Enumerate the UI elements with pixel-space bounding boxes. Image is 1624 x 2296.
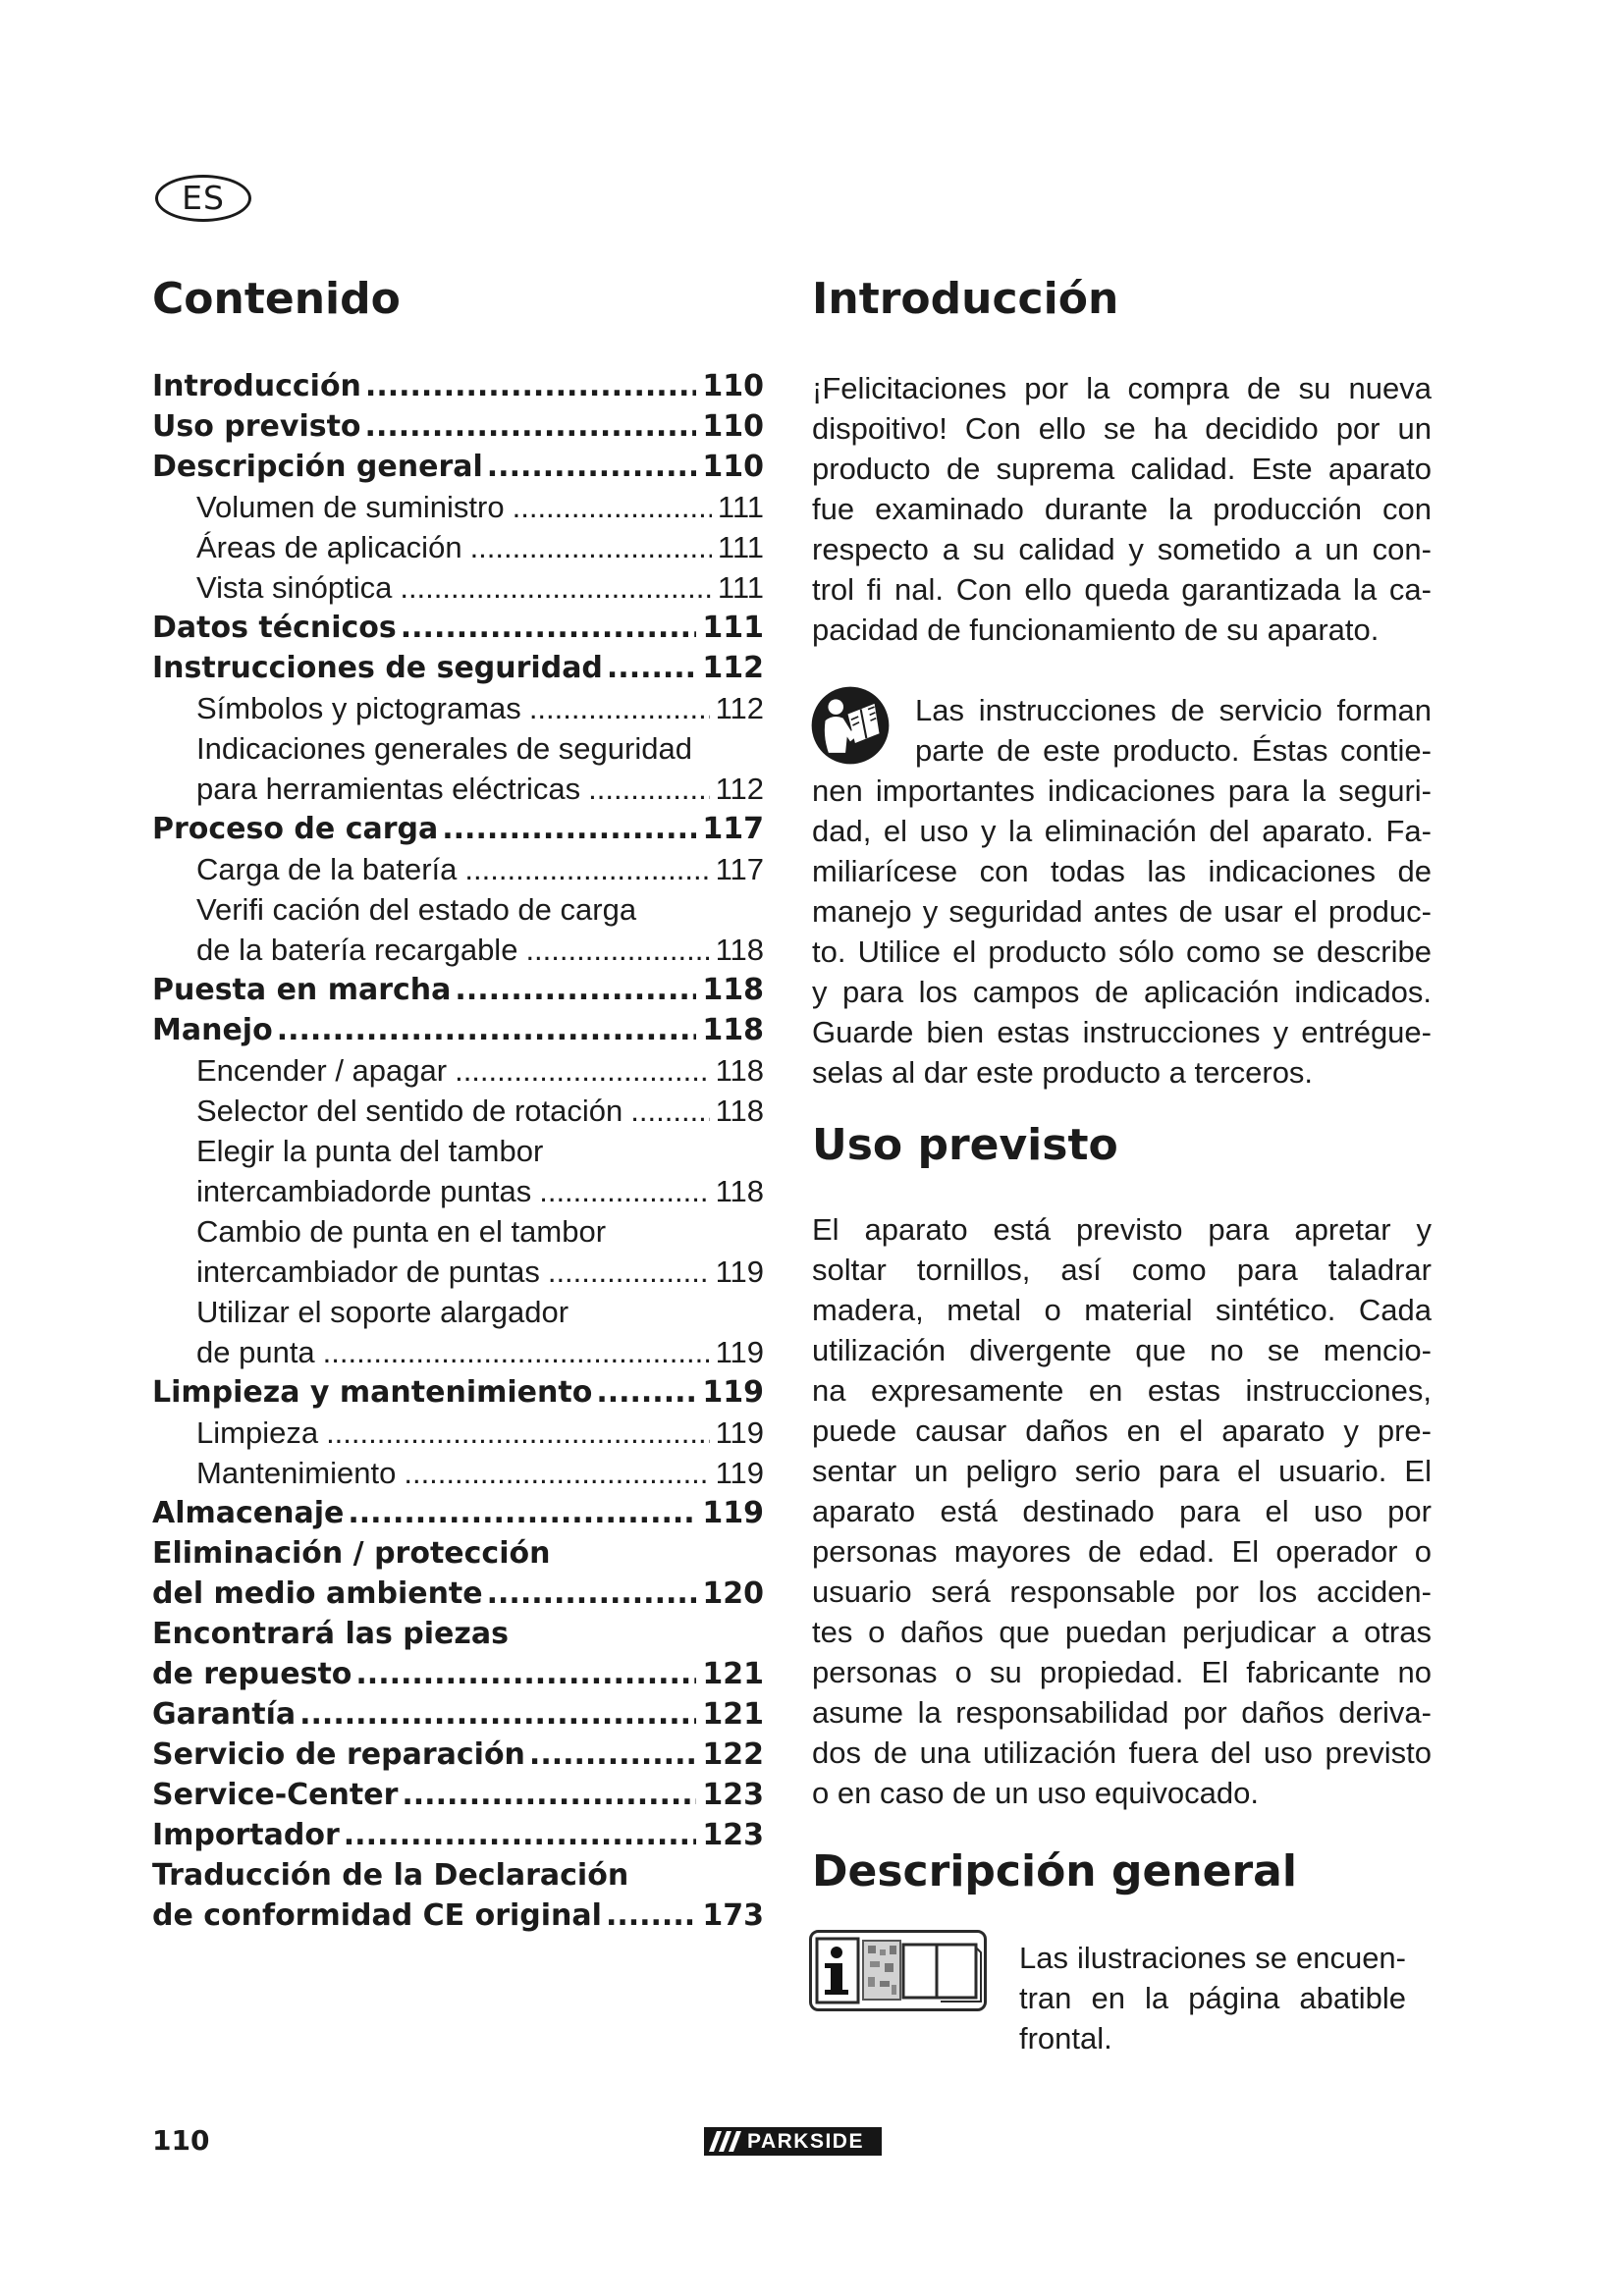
toc-entry-title: Servicio de reparación <box>152 1737 525 1772</box>
toc-entry-title: Verifi cación del estado de carga <box>196 892 637 927</box>
text-line: na expresamente en estas instrucciones, <box>812 1373 1432 1408</box>
toc-dot-leader <box>529 1735 696 1775</box>
text-line: frontal. <box>1019 2021 1112 2056</box>
toc-entry-title: Eliminación / protección <box>152 1536 551 1571</box>
toc-dot-leader <box>548 1252 710 1292</box>
toc-entry-title: para herramientas eléctricas <box>196 772 581 806</box>
toc-entry-title: Mantenimiento <box>196 1456 397 1490</box>
toc-row <box>152 1131 764 1171</box>
toc-dot-leader <box>326 1413 710 1453</box>
text-line: producto de suprema calidad. Este aparato <box>812 452 1432 486</box>
toc-row <box>152 1252 764 1292</box>
toc-page-number: 119 <box>715 1415 764 1450</box>
text-line: trol fi nal. Con ello queda garantizada la ca- <box>812 572 1432 607</box>
toc-dot-leader <box>487 1574 697 1614</box>
text-line: madera, metal o material sintético. Cada <box>812 1293 1432 1327</box>
text-line: puede causar daños en el aparato y pre- <box>812 1414 1432 1448</box>
toc-dot-leader <box>400 567 712 608</box>
text-line: asume la responsabilidad por daños deriva- <box>812 1695 1432 1730</box>
toc-entry-title: Introducción <box>152 369 361 403</box>
toc-dot-leader <box>401 608 697 648</box>
toc-page-number: 111 <box>717 570 764 605</box>
toc-row <box>152 1614 764 1654</box>
toc-dot-leader <box>402 1775 696 1815</box>
fold-out-page-note <box>1019 1938 1406 2058</box>
toc-page-number: 121 <box>702 1697 764 1732</box>
toc-dot-leader <box>365 366 696 406</box>
toc-dot-leader <box>607 648 696 688</box>
text-line: sentar un peligro serio para el usuario. El <box>812 1454 1432 1488</box>
toc-entry-title: Elegir la punta del tambor <box>196 1134 544 1168</box>
toc-row <box>152 809 764 849</box>
toc-entry-title: Volumen de suministro <box>196 490 505 524</box>
toc-page-number: 118 <box>715 1174 764 1208</box>
toc-page-number: 119 <box>702 1375 764 1410</box>
introduction-paragraph <box>812 368 1432 650</box>
general-description-heading: Descripción general <box>812 1846 1297 1896</box>
toc-dot-leader <box>455 970 696 1010</box>
toc-dot-leader <box>470 527 712 567</box>
toc-page-number: 112 <box>715 772 764 806</box>
toc-page-number: 110 <box>702 369 764 403</box>
parkside-logo <box>704 2127 882 2156</box>
toc-row <box>152 487 764 527</box>
toc-entry-title: Cambio de punta en el tambor <box>196 1214 607 1249</box>
toc-row <box>152 608 764 648</box>
text-line: Guarde bien estas instrucciones y entrégue- <box>812 1015 1432 1049</box>
toc-entry-title: Símbolos y pictogramas <box>196 691 521 725</box>
text-line: dos de una utilización fuera del uso previsto <box>812 1735 1432 1770</box>
toc-page-number: 123 <box>702 1818 764 1852</box>
toc-page-number: 123 <box>702 1778 764 1812</box>
toc-entry-title: Áreas de aplicación <box>196 530 462 564</box>
table-of-contents <box>152 366 764 1936</box>
toc-page-number: 118 <box>715 1053 764 1088</box>
text-line: respecto a su calidad y sometido a un con- <box>812 532 1432 566</box>
text-line: pacidad de funcionamiento de su aparato. <box>812 613 1380 647</box>
toc-dot-leader <box>442 809 696 849</box>
toc-page-number: 122 <box>702 1737 764 1772</box>
toc-row <box>152 1533 764 1574</box>
toc-dot-leader <box>513 487 712 527</box>
text-line: Las ilustraciones se encuen- <box>1019 1941 1406 1975</box>
toc-row <box>152 1855 764 1896</box>
toc-row <box>152 1372 764 1413</box>
toc-entry-title: Limpieza y mantenimiento <box>152 1375 593 1410</box>
toc-page-number: 119 <box>715 1456 764 1490</box>
toc-entry-title: de repuesto <box>152 1657 352 1691</box>
toc-entry-title: Garantía <box>152 1697 297 1732</box>
toc-entry-title: intercambiador de puntas <box>196 1255 540 1289</box>
toc-page-number: 121 <box>702 1657 764 1691</box>
toc-entry-title: Traducción de la Declaración <box>152 1858 629 1893</box>
toc-dot-leader <box>464 849 709 889</box>
toc-entry-title: Instrucciones de seguridad <box>152 651 603 685</box>
toc-heading: Contenido <box>152 274 401 324</box>
toc-page-number: 118 <box>715 1094 764 1128</box>
toc-page-number: 110 <box>702 409 764 444</box>
toc-page-number: 118 <box>702 1013 764 1047</box>
toc-dot-leader <box>588 769 709 809</box>
toc-row <box>152 406 764 447</box>
toc-entry-title: Importador <box>152 1818 340 1852</box>
text-line: aparato está destinado para el uso por <box>812 1494 1432 1528</box>
toc-row <box>152 1292 764 1332</box>
toc-row <box>152 366 764 406</box>
toc-row <box>152 1332 764 1372</box>
toc-row <box>152 1010 764 1050</box>
toc-entry-title: Encontrará las piezas <box>152 1617 509 1651</box>
toc-row <box>152 1171 764 1211</box>
toc-page-number: 117 <box>715 852 764 886</box>
toc-row <box>152 849 764 889</box>
toc-row <box>152 1574 764 1614</box>
toc-row <box>152 1735 764 1775</box>
toc-entry-title: Vista sinóptica <box>196 570 393 605</box>
toc-page-number: 173 <box>702 1898 764 1933</box>
text-line: personas o su propiedad. El fabricante no <box>812 1655 1432 1689</box>
toc-row <box>152 728 764 769</box>
text-line: miliarícese con todas las indicaciones de <box>812 854 1432 888</box>
toc-dot-leader <box>348 1493 696 1533</box>
text-line: manejo y seguridad antes de usar el produc- <box>812 894 1432 929</box>
toc-entry-title: Almacenaje <box>152 1496 345 1530</box>
toc-entry-title: del medio ambiente <box>152 1576 483 1611</box>
toc-dot-leader <box>487 447 697 487</box>
text-line: El aparato está previsto para apretar y <box>812 1212 1432 1247</box>
toc-page-number: 120 <box>702 1576 764 1611</box>
toc-dot-leader <box>344 1815 697 1855</box>
toc-row <box>152 1091 764 1131</box>
toc-row <box>152 930 764 970</box>
page-number: 110 <box>152 2124 210 2157</box>
toc-row <box>152 1413 764 1453</box>
text-line: soltar tornillos, así como para taladrar <box>812 1253 1432 1287</box>
toc-row <box>152 447 764 487</box>
toc-dot-leader <box>606 1896 696 1936</box>
toc-dot-leader <box>539 1171 709 1211</box>
toc-row <box>152 1815 764 1855</box>
toc-entry-title: Indicaciones generales de seguridad <box>196 731 692 766</box>
text-line: ¡Felicitaciones por la compra de su nueva <box>812 371 1432 405</box>
toc-dot-leader <box>596 1372 696 1413</box>
toc-entry-title: Datos técnicos <box>152 611 397 645</box>
toc-row <box>152 567 764 608</box>
toc-page-number: 117 <box>702 812 764 846</box>
text-line: dad, el uso y la eliminación del aparato. Fa- <box>812 814 1432 848</box>
toc-row <box>152 1896 764 1936</box>
toc-page-number: 111 <box>702 611 764 645</box>
text-line: Las instrucciones de servicio forman <box>915 693 1432 727</box>
text-line: usuario será responsable por los acciden- <box>812 1575 1432 1609</box>
text-line: fue examinado durante la producción con <box>812 492 1432 526</box>
text-line: nen importantes indicaciones para la seguri- <box>812 774 1432 808</box>
language-badge: ES <box>155 175 251 222</box>
toc-entry-title: Descripción general <box>152 450 483 484</box>
toc-row <box>152 688 764 728</box>
toc-page-number: 112 <box>702 651 764 685</box>
text-line: o en caso de un uso equivocado. <box>812 1776 1260 1810</box>
toc-page-number: 119 <box>702 1496 764 1530</box>
text-line: y para los campos de aplicación indicados. <box>812 975 1432 1009</box>
toc-entry-title: Limpieza <box>196 1415 319 1450</box>
toc-entry-title: Puesta en marcha <box>152 973 452 1007</box>
toc-page-number: 112 <box>715 691 764 725</box>
intended-use-paragraph <box>812 1209 1432 1813</box>
info-fold-out-page-icon <box>809 1930 987 2011</box>
toc-entry-title: Proceso de carga <box>152 812 439 846</box>
toc-dot-leader <box>529 688 710 728</box>
toc-page-number: 110 <box>702 450 764 484</box>
toc-entry-title: Selector del sentido de rotación <box>196 1094 623 1128</box>
toc-row <box>152 1050 764 1091</box>
text-line: selas al dar este producto a terceros. <box>812 1055 1314 1090</box>
toc-page-number: 119 <box>715 1335 764 1369</box>
toc-row <box>152 648 764 688</box>
toc-row <box>152 527 764 567</box>
toc-dot-leader <box>277 1010 697 1050</box>
toc-row <box>152 769 764 809</box>
toc-entry-title: Service-Center <box>152 1778 399 1812</box>
toc-entry-title: Encender / apagar <box>196 1053 448 1088</box>
toc-page-number: 111 <box>717 490 764 524</box>
text-line: parte de este producto. Éstas contie- <box>915 733 1432 768</box>
text-line: dispoitivo! Con ello se ha decidido por un <box>812 411 1432 446</box>
toc-page-number: 118 <box>702 973 764 1007</box>
toc-page-number: 119 <box>715 1255 764 1289</box>
toc-page-number: 111 <box>717 530 764 564</box>
intended-use-heading: Uso previsto <box>812 1120 1118 1170</box>
toc-dot-leader <box>455 1050 710 1091</box>
instructions-notice <box>812 690 1432 1093</box>
toc-row <box>152 1211 764 1252</box>
toc-row <box>152 970 764 1010</box>
toc-entry-title: de la batería recargable <box>196 933 518 967</box>
introduction-heading: Introducción <box>812 274 1119 324</box>
text-line: tes o daños que puedan perjudicar a otras <box>812 1615 1432 1649</box>
toc-dot-leader <box>355 1654 696 1694</box>
toc-dot-leader <box>404 1453 709 1493</box>
toc-entry-title: Manejo <box>152 1013 273 1047</box>
text-line: tran en la página abatible <box>1019 1981 1406 2015</box>
toc-dot-leader <box>630 1091 709 1131</box>
toc-row <box>152 1775 764 1815</box>
toc-dot-leader <box>525 930 709 970</box>
toc-dot-leader <box>365 406 697 447</box>
text-line: to. Utilice el producto sólo como se describe <box>812 934 1432 969</box>
toc-entry-title: de conformidad CE original <box>152 1898 602 1933</box>
logo-slashes-icon <box>704 2127 743 2156</box>
toc-dot-leader <box>323 1332 710 1372</box>
toc-row <box>152 1493 764 1533</box>
toc-dot-leader <box>299 1694 696 1735</box>
toc-entry-title: de punta <box>196 1335 315 1369</box>
toc-entry-title: Uso previsto <box>152 409 361 444</box>
text-line: utilización divergente que no se mencio- <box>812 1333 1432 1367</box>
toc-row <box>152 889 764 930</box>
toc-entry-title: Carga de la batería <box>196 852 458 886</box>
text-line: personas mayores de edad. El operador o <box>812 1534 1432 1569</box>
brand-name: PARKSIDE <box>747 2130 864 2153</box>
toc-row <box>152 1694 764 1735</box>
toc-row <box>152 1654 764 1694</box>
toc-entry-title: Utilizar el soporte alargador <box>196 1295 569 1329</box>
toc-page-number: 118 <box>715 933 764 967</box>
toc-row <box>152 1453 764 1493</box>
toc-entry-title: intercambiadorde puntas <box>196 1174 532 1208</box>
